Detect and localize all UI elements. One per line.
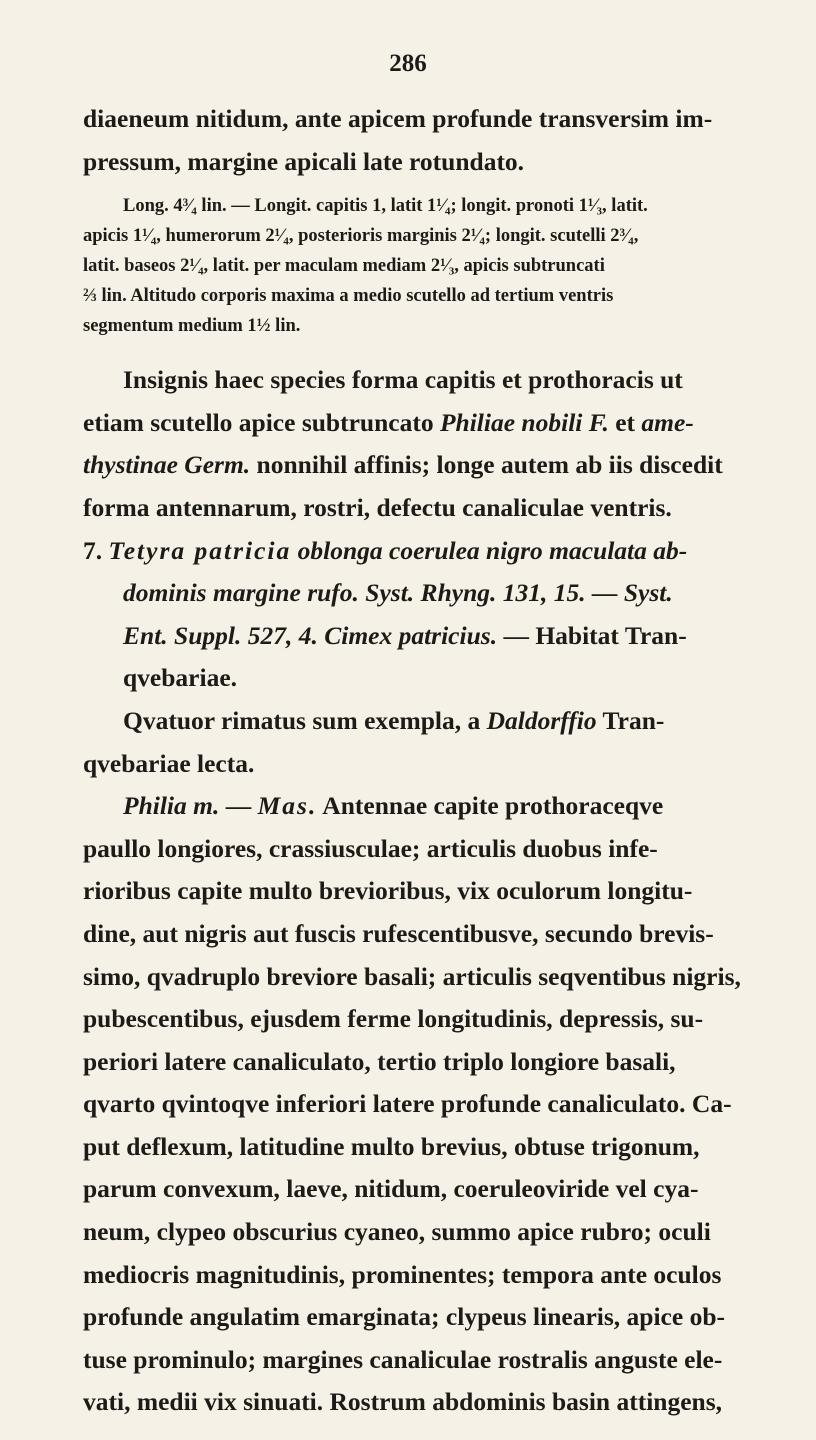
page-body <box>83 98 763 1424</box>
text-line: tuse prominulo; margines canaliculae rostralis anguste ele- <box>83 1344 723 1374</box>
text-fragment: et <box>608 407 642 437</box>
citation-line: Ent. Suppl. 527, 4. Cimex patricius. <box>123 620 498 650</box>
text-line: dine, aut nigris aut fuscis rufescentibusve, secundo brevis- <box>83 918 714 948</box>
text-line: segmentum medium 1½ lin. <box>83 316 301 337</box>
species-diagnosis: oblonga coerulea nigro maculata ab- <box>291 535 688 565</box>
text-line: Insignis haec species forma capitis et prothoracis ut <box>123 365 683 395</box>
collector-name: Daldorffio <box>486 705 597 735</box>
paragraph-1 <box>83 98 763 183</box>
page-number: 286 <box>389 50 427 77</box>
text-line: periori latere canaliculato, tertio triplo longiore basali, <box>83 1046 676 1076</box>
paragraph-qvatuor <box>83 700 763 785</box>
text-line: forma antennarum, rostri, defectu canaliculae ventris. <box>83 492 672 522</box>
text-line: etiam scutello apice subtruncato <box>83 407 440 437</box>
text-line: ⅔ lin. Altitudo corporis maxima a medio scutello ad tertium ventris <box>83 286 614 307</box>
text-line: put deflexum, latitudine multo brevius, obtuse trigonum, <box>83 1131 700 1161</box>
habitat-text: — Habitat Tran- <box>497 620 687 650</box>
text-line: latit. baseos 2¹⁄₄, latit. per maculam mediam 2¹⁄₃, apicis subtruncati <box>83 256 605 277</box>
text-fragment: Tran- <box>596 705 665 735</box>
species-name: Philiae nobili F. <box>439 407 609 437</box>
text-line: Long. 4³⁄₄ lin. — Longit. capitis 1, latit 1¹⁄₄; longit. pronoti 1¹⁄₃, latit. <box>123 196 648 217</box>
species-title: Tetyra patricia <box>108 535 292 565</box>
text-line: qvebariae lecta. <box>83 748 255 778</box>
text-line: parum convexum, laeve, nitidum, coeruleoviride vel cya- <box>83 1174 699 1204</box>
paragraph-insignis <box>83 359 763 529</box>
citation-line: dominis margine rufo. Syst. Rhyng. 131, 15. — Syst. <box>123 578 673 608</box>
text-line: pubescentibus, ejusdem ferme longitudinis, depressis, su- <box>83 1004 704 1034</box>
paragraph-philia <box>83 785 763 1424</box>
text-line: qvebariae. <box>123 663 238 693</box>
text-line: neum, clypeo obscurius cyaneo, summo apice rubro; oculi <box>83 1217 711 1247</box>
text-line: pressum, margine apicali late rotundato. <box>83 146 525 176</box>
species-name: ame- <box>641 407 694 437</box>
measurements-paragraph <box>83 191 763 341</box>
text-line: profunde angulatim emarginata; clypeus linearis, apice ob- <box>83 1302 725 1332</box>
text-fragment: nonnihil affinis; longe autem ab iis discedit <box>250 450 723 480</box>
species-name: Philia m. <box>123 791 220 821</box>
text-line: paullo longiores, crassiusculae; articulis duobus infe- <box>83 833 658 863</box>
species-entry-7 <box>83 530 763 700</box>
text-line: mediocris magnitudinis, prominentes; tempora ante oculos <box>83 1259 722 1289</box>
text-fragment: Antennae capite prothoraceqve <box>317 791 664 821</box>
entry-number: 7. <box>83 535 103 565</box>
text-line: rioribus capite multo brevioribus, vix oculorum longitu- <box>83 876 693 906</box>
sex-label: Mas. <box>257 791 318 821</box>
species-name: thystinae Germ. <box>83 450 251 480</box>
text-line: qvarto qvintoqve inferiori latere profunde canaliculato. Ca- <box>83 1089 732 1119</box>
text-line: vati, medii vix sinuati. Rostrum abdominis basin attingens, <box>83 1387 723 1417</box>
text-fragment: — <box>219 791 258 821</box>
text-line: apicis 1¹⁄₄, humerorum 2¹⁄₄, posterioris marginis 2¹⁄₄; longit. scutelli 2³⁄₄, <box>83 226 639 247</box>
text-fragment: Qvatuor rimatus sum exempla, a <box>123 705 487 735</box>
text-line: simo, qvadruplo breviore basali; articulis seqventibus nigris, <box>83 961 741 991</box>
text-line: diaeneum nitidum, ante apicem profunde transversim im- <box>83 104 713 133</box>
